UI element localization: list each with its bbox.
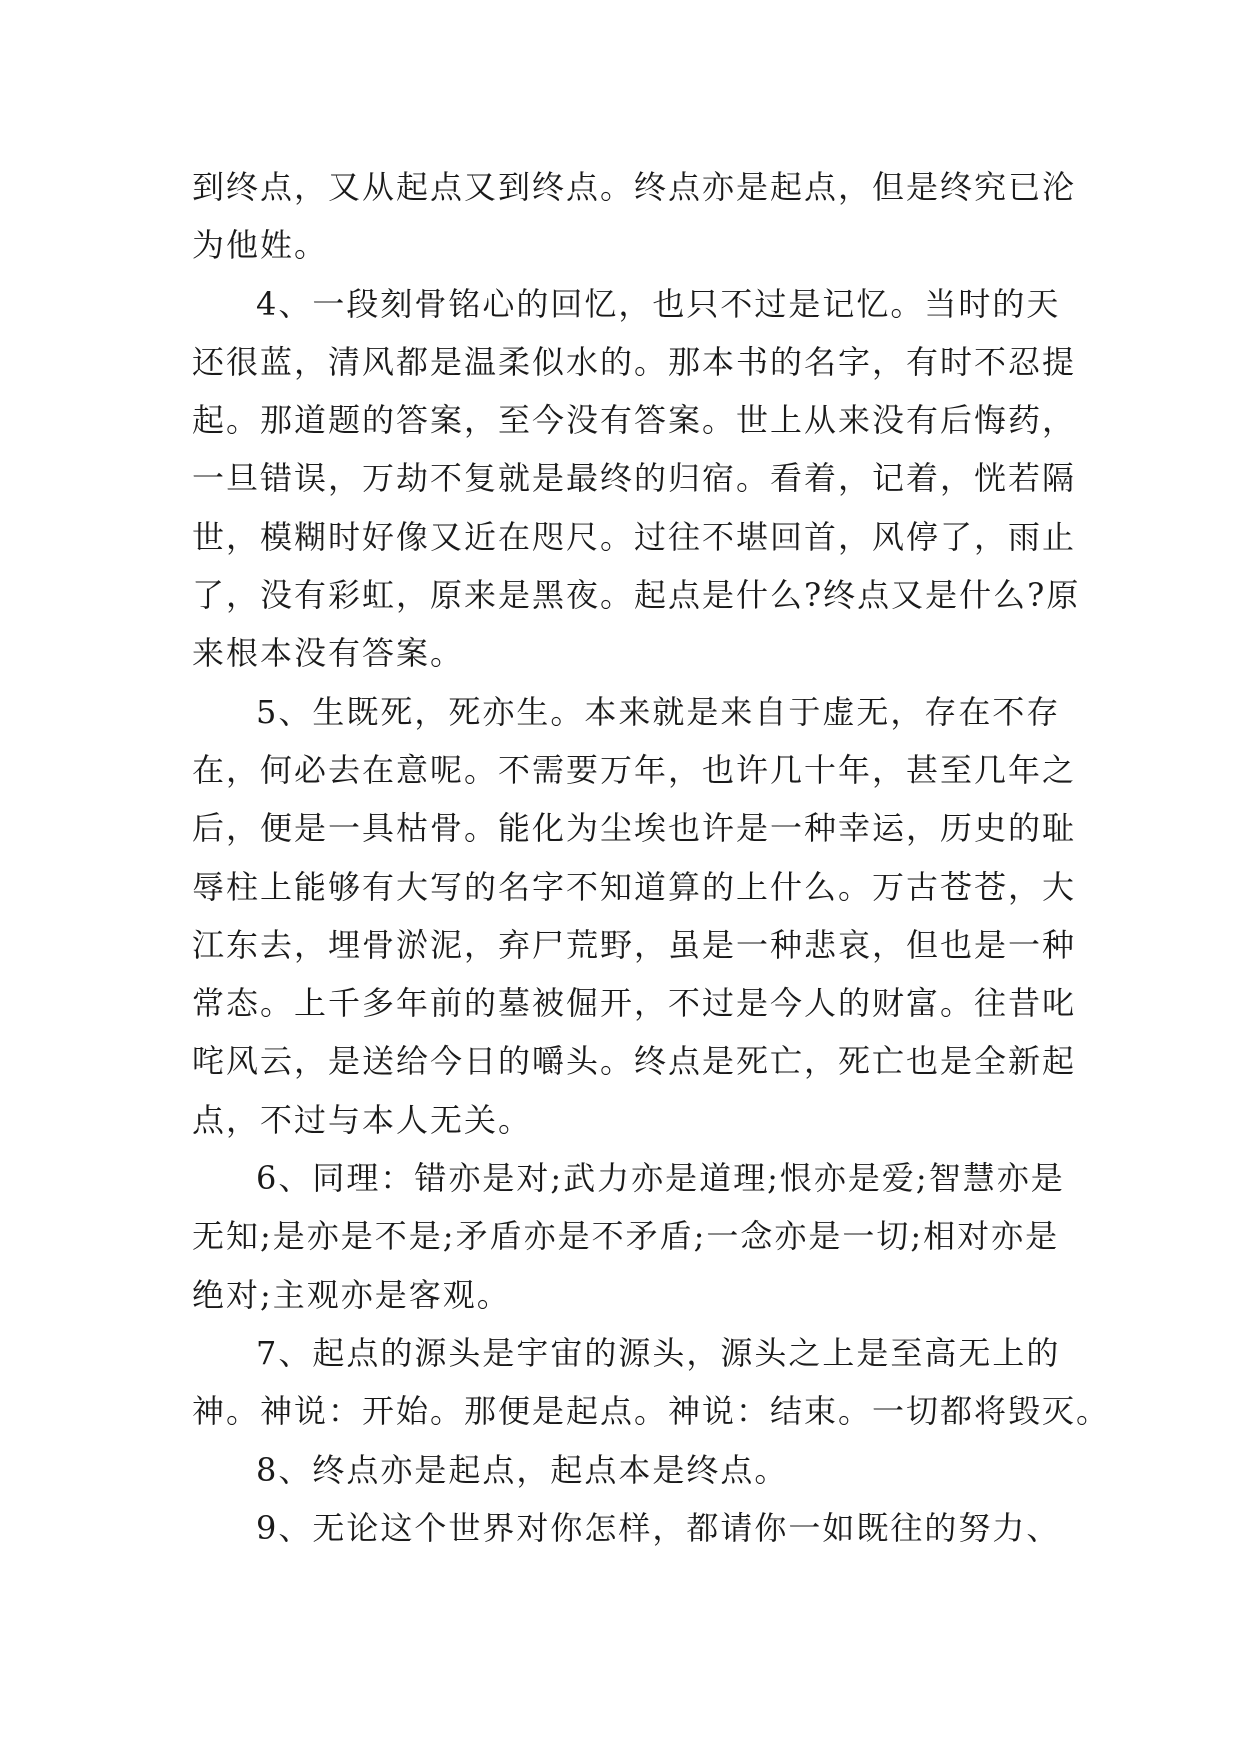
text-line: 绝对;主观亦是客观。 bbox=[192, 1275, 511, 1314]
text-line: 辱柱上能够有大写的名字不知道算的上什么。万古苍苍，大 bbox=[192, 867, 1077, 906]
text-line: 9、无论这个世界对你怎样，都请你一如既往的努力、 bbox=[256, 1508, 1061, 1547]
text-line: 世，模糊时好像又近在咫尺。过往不堪回首，风停了，雨止 bbox=[192, 517, 1077, 556]
text-line: 点，不过与本人无关。 bbox=[192, 1100, 533, 1139]
text-line: 到终点，又从起点又到终点。终点亦是起点，但是终究已沦 bbox=[192, 168, 1077, 206]
text-line: 5、生既死，死亦生。本来就是来自于虚无，存在不存 bbox=[256, 692, 1061, 731]
text-line: 起。那道题的答案，至今没有答案。世上从来没有后悔药， bbox=[192, 401, 1077, 440]
body-text bbox=[192, 158, 1111, 1557]
text-line: 来根本没有答案。 bbox=[192, 634, 465, 673]
text-line: 在，何必去在意呢。不需要万年，也许几十年，甚至几年之 bbox=[192, 750, 1077, 789]
text-line: 为他姓。 bbox=[192, 226, 329, 265]
text-line: 了，没有彩虹，原来是黑夜。起点是什么?终点又是什么?原 bbox=[192, 576, 1081, 615]
text-line: 江东去，埋骨淤泥，弃尸荒野，虽是一种悲哀，但也是一种 bbox=[192, 925, 1077, 964]
text-line: 还很蓝，清风都是温柔似水的。那本书的名字，有时不忍提 bbox=[192, 342, 1077, 381]
text-line: 8、终点亦是起点，起点本是终点。 bbox=[256, 1450, 789, 1489]
text-line: 后，便是一具枯骨。能化为尘埃也许是一种幸运，历史的耻 bbox=[192, 809, 1077, 848]
text-line: 咤风云，是送给今日的嚼头。终点是死亡，死亡也是全新起 bbox=[192, 1042, 1077, 1081]
text-line: 无知;是亦是不是;矛盾亦是不矛盾;一念亦是一切;相对亦是 bbox=[192, 1217, 1060, 1256]
text-line: 神。神说：开始。那便是起点。神说：结束。一切都将毁灭。 bbox=[192, 1392, 1111, 1431]
text-line: 一旦错误，万劫不复就是最终的归宿。看着，记着，恍若隔 bbox=[192, 459, 1077, 498]
text-line: 4、一段刻骨铭心的回忆，也只不过是记忆。当时的天 bbox=[256, 284, 1061, 323]
text-line: 常态。上千多年前的墓被倔开，不过是今人的财富。往昔叱 bbox=[192, 984, 1077, 1023]
text-line: 6、同理：错亦是对;武力亦是道理;恨亦是爱;智慧亦是 bbox=[256, 1159, 1065, 1198]
text-line: 7、起点的源头是宇宙的源头，源头之上是至高无上的 bbox=[256, 1333, 1061, 1372]
